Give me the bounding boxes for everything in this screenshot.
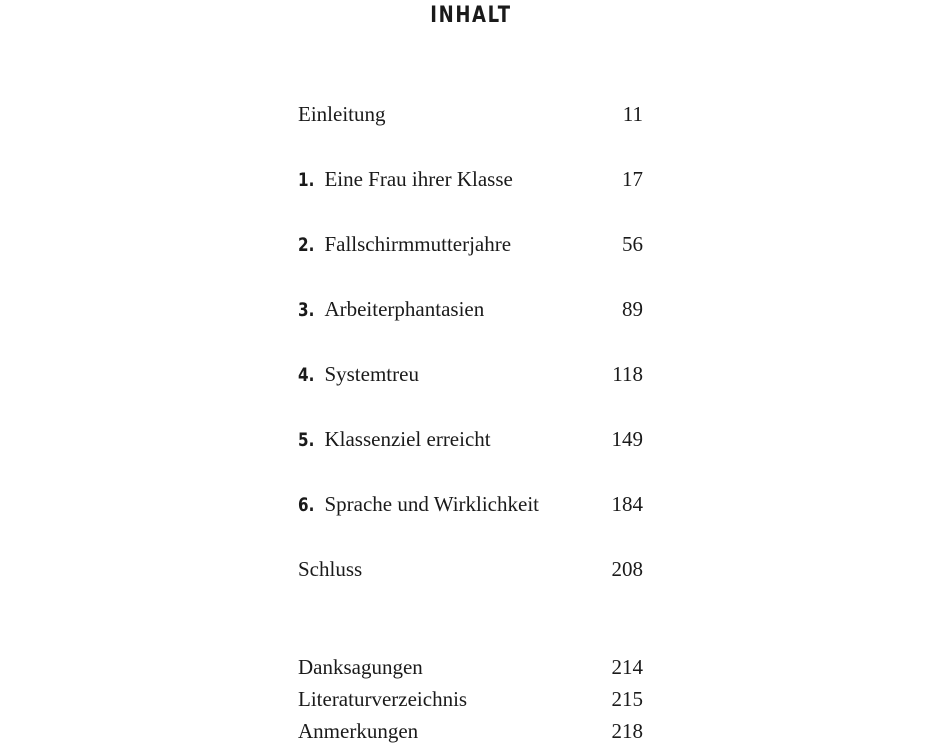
toc-entry-title: Anmerkungen xyxy=(298,719,419,743)
toc-entry-title-group xyxy=(298,490,539,519)
chapter-number: 5. xyxy=(298,429,315,451)
toc-entry-literaturverzeichnis xyxy=(298,685,643,713)
toc-entry-chapter-3 xyxy=(298,295,643,323)
toc-entry-page: 17 xyxy=(622,167,643,191)
chapter-number: 3. xyxy=(298,299,315,321)
toc-entry-chapter-4 xyxy=(298,360,643,388)
toc-entry-danksagungen xyxy=(298,653,643,681)
toc-entry-title: Systemtreu xyxy=(324,362,419,386)
toc-entry-page: 214 xyxy=(611,655,643,679)
toc-entry-page: 56 xyxy=(622,232,643,256)
toc-entry-title: Arbeiterphantasien xyxy=(324,297,485,321)
toc-entry-page: 11 xyxy=(622,102,643,126)
toc-entry-chapter-5 xyxy=(298,425,643,453)
toc-entry-anmerkungen xyxy=(298,717,643,745)
toc-entry-chapter-2 xyxy=(298,230,643,258)
toc-entry-page: 118 xyxy=(612,362,643,386)
toc-entry-title: Sprache und Wirklichkeit xyxy=(324,492,539,516)
toc-entry-title-group xyxy=(298,360,419,389)
toc-entry-title-group xyxy=(298,425,491,454)
toc-entry-page: 184 xyxy=(611,492,643,516)
toc-entry-page: 218 xyxy=(611,719,643,743)
toc-entry-title-group xyxy=(298,295,484,324)
toc-entry-chapter-6 xyxy=(298,490,643,518)
toc-entry-title-group xyxy=(298,165,513,194)
table-of-contents xyxy=(298,0,643,753)
toc-entry-title: Literaturverzeichnis xyxy=(298,687,468,711)
toc-entry-title: Eine Frau ihrer Klasse xyxy=(324,167,513,191)
toc-entry-title-group xyxy=(298,230,511,259)
toc-entry-page: 208 xyxy=(611,557,643,581)
page-title: INHALT xyxy=(430,3,512,28)
toc-entry-title: Fallschirmmutterjahre xyxy=(324,232,512,256)
toc-entry-einleitung xyxy=(298,100,643,128)
toc-entry-schluss xyxy=(298,555,643,583)
chapter-number: 6. xyxy=(298,494,315,516)
toc-entry-title: Schluss xyxy=(298,557,363,581)
chapter-number: 1. xyxy=(298,169,315,191)
toc-entry-page: 215 xyxy=(611,687,643,711)
toc-entry-title: Klassenziel erreicht xyxy=(324,427,491,451)
toc-entry-title: Danksagungen xyxy=(298,655,423,679)
toc-entry-title: Einleitung xyxy=(298,102,386,126)
toc-entry-page: 149 xyxy=(611,427,643,451)
toc-entry-chapter-1 xyxy=(298,165,643,193)
chapter-number: 2. xyxy=(298,234,315,256)
toc-entry-page: 89 xyxy=(622,297,643,321)
chapter-number: 4. xyxy=(298,364,315,386)
